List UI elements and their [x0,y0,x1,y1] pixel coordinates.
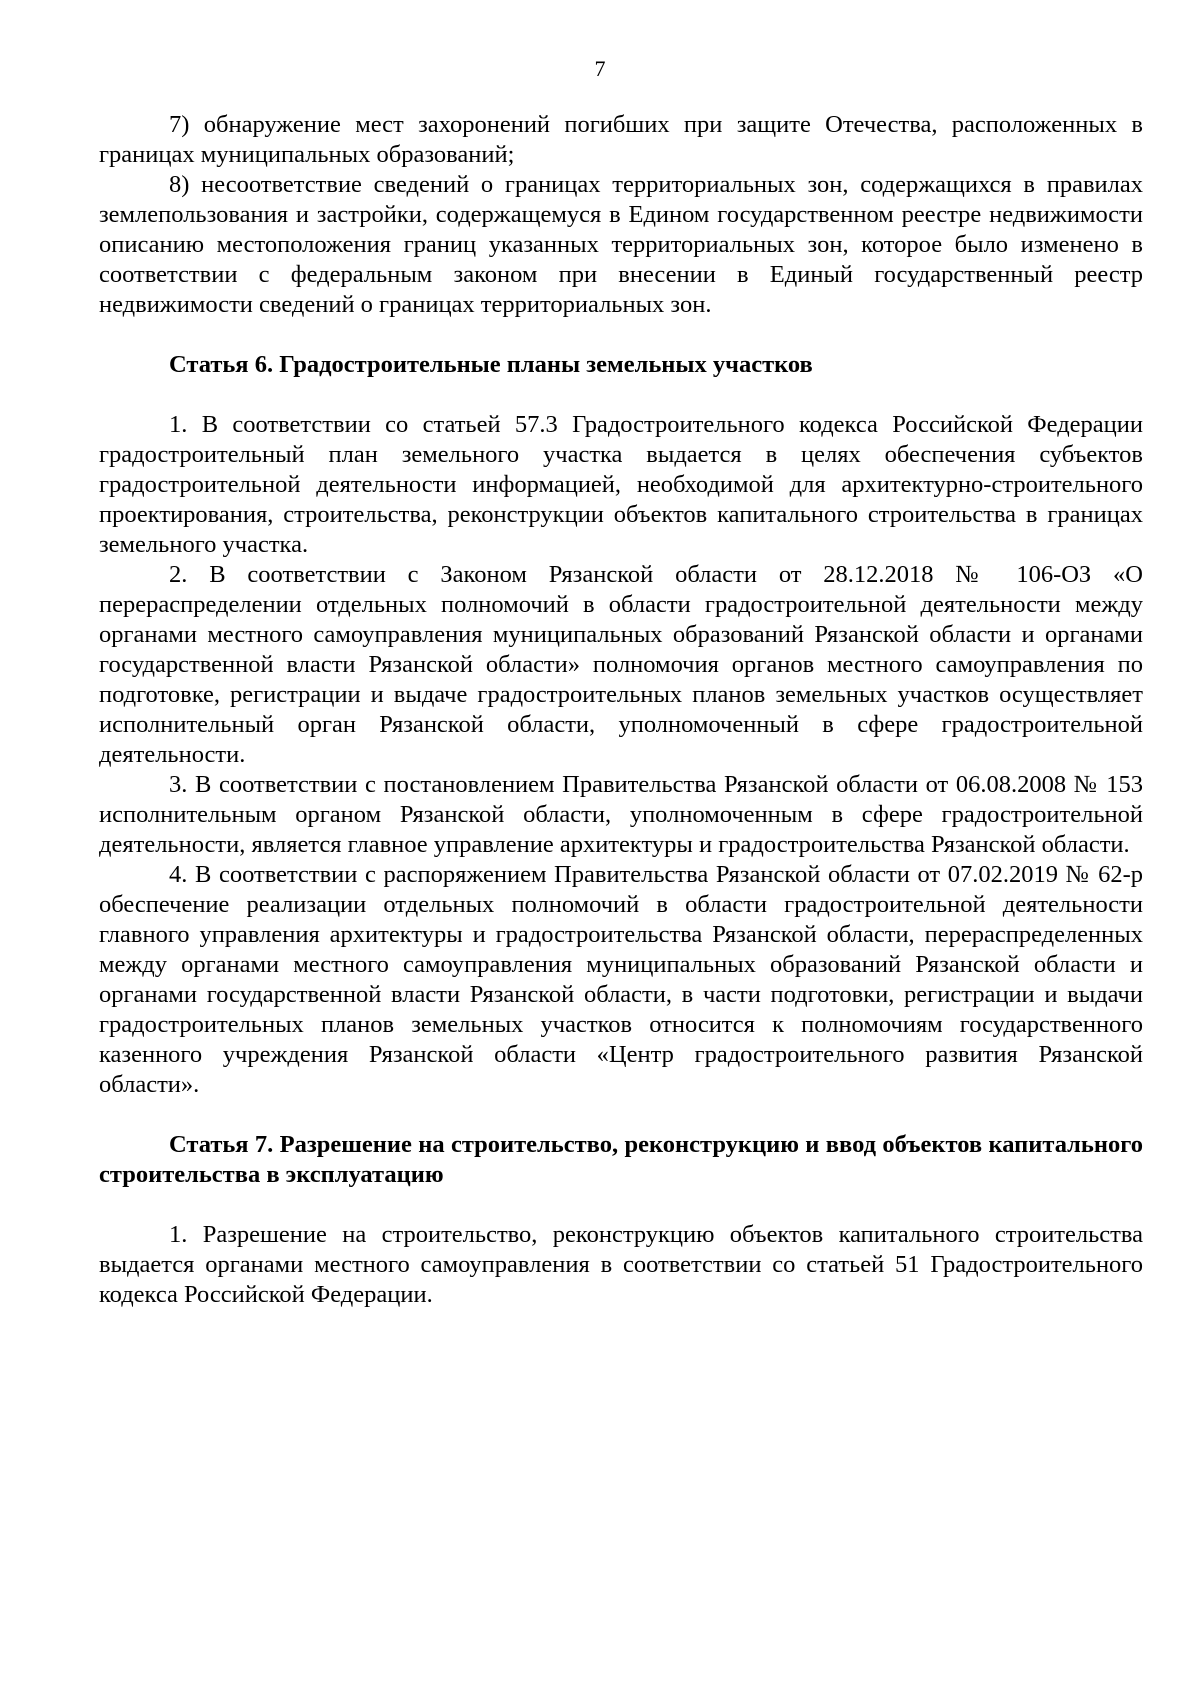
page-number: 7 [594,56,606,81]
article6-paragraph-3: 3. В соответствии с постановлением Правительства Рязанской области от 06.08.2008 № 153 исполнительным органом Рязанской области, уполномоченным в сфере градостроительной деятельности, является главное управление архитектуры и градостроительства Рязанской области. [99,771,1143,858]
page-content [99,110,1143,1310]
article6-paragraph-4: 4. В соответствии с распоряжением Правительства Рязанской области от 07.02.2019 № 62-р обеспечение реализации отдельных полномочий в области градостроительной деятельности главного управления архитектуры и градостроительства Рязанской области, перераспределенных между органами местного самоуправления муниципальных образований Рязанской области и органами государственной власти Рязанской области, в части подготовки, регистрации и выдачи градостроительных планов земельных участков относится к полномочиям государственного казенного учреждения Рязанской области «Центр градостроительного развития Рязанской области». [99,861,1143,1098]
article5-item-8: 8) несоответствие сведений о границах территориальных зон, содержащихся в правилах землепользования и застройки, содержащемуся в Едином государственном реестре недвижимости описанию местоположения границ указанных территориальных зон, которое было изменено в соответствии с федеральным законом при внесении в Единый государственный реестр недвижимости сведений о границах территориальных зон. [99,171,1143,318]
article7-paragraph-1: 1. Разрешение на строительство, реконструкцию объектов капитального строительства выдается органами местного самоуправления в соответствии со статьей 51 Градостроительного кодекса Российской Федерации. [99,1221,1143,1308]
article6-paragraph-1: 1. В соответствии со статьей 57.3 Градостроительного кодекса Российской Федерации градостроительный план земельного участка выдается в целях обеспечения субъектов градостроительной деятельности информацией, необходимой для архитектурно-строительного проектирования, строительства, реконструкции объектов капитального строительства в границах земельного участка. [99,411,1143,558]
article5-item-7: 7) обнаружение мест захоронений погибших при защите Отечества, расположенных в границах муниципальных образований; [99,111,1143,168]
article7-heading: Статья 7. Разрешение на строительство, реконструкцию и ввод объектов капитального строительства в эксплуатацию [99,1131,1143,1188]
article6-heading: Статья 6. Градостроительные планы земельных участков [169,351,813,378]
article6-paragraph-2: 2. В соответствии с Законом Рязанской области от 28.12.2018 № 106-ОЗ «О перераспределении отдельных полномочий в области градостроительной деятельности между органами местного самоуправления муниципальных образований Рязанской области и органами государственной власти Рязанской области» полномочия органов местного самоуправления по подготовке, регистрации и выдаче градостроительных планов земельных участков осуществляет исполнительный орган Рязанской области, уполномоченный в сфере градостроительной деятельности. [99,561,1143,768]
